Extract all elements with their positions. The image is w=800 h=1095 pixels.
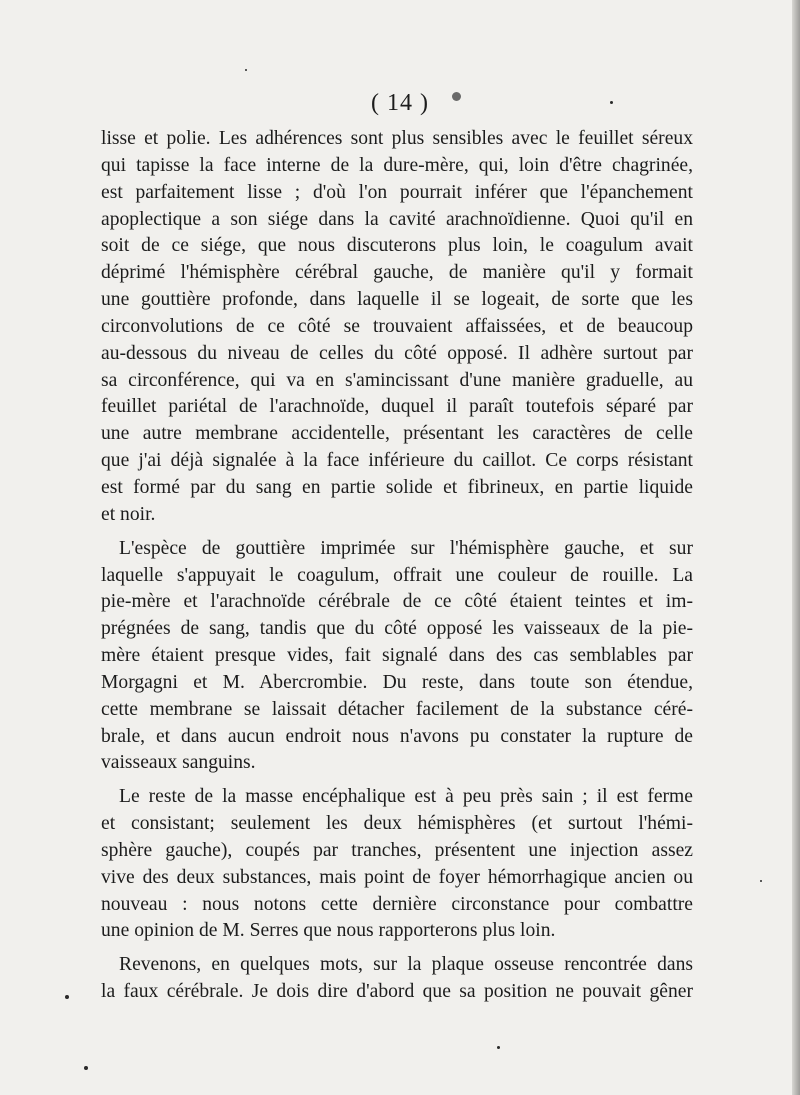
text-line: L'espèce de gouttière imprimée sur l'hémisphère gauche, et sur xyxy=(119,537,693,559)
text-line: mère étaient presque vides, fait signalé dans des cas semblables par xyxy=(101,645,693,667)
text-line: feuillet pariétal de l'arachnoïde, duquel il paraît toutefois séparé par xyxy=(101,396,693,418)
text-line: Revenons, en quelques mots, sur la plaque osseuse rencontrée dans xyxy=(119,954,693,976)
text-line: sa circonférence, qui va en s'amincissant d'une manière graduelle, au xyxy=(101,369,693,391)
paragraph-gap xyxy=(101,777,693,784)
page-edge-shadow xyxy=(792,0,800,1095)
scan-speck xyxy=(497,1046,500,1049)
scan-speck xyxy=(452,92,461,101)
scan-speck xyxy=(65,995,69,999)
text-line: au-dessous du niveau de celles du côté opposé. Il adhère surtout par xyxy=(101,342,693,364)
text-line: est parfaitement lisse ; d'où l'on pourrait inférer que l'épanchement xyxy=(101,181,693,203)
scan-speck xyxy=(610,101,613,104)
text-line: cette membrane se laissait détacher facilement de la substance céré- xyxy=(101,698,693,720)
paragraph xyxy=(101,952,693,1006)
text-line: une opinion de M. Serres que nous rapporterons plus loin. xyxy=(101,920,556,942)
text-line: circonvolutions de ce côté se trouvaient affaissées, et de beaucoup xyxy=(101,315,693,337)
scan-speck xyxy=(760,880,762,882)
text-line: sphère gauche), coupés par tranches, présentent une injection assez xyxy=(101,839,693,861)
text-line: une autre membrane accidentelle, présentant les caractères de celle xyxy=(101,423,693,445)
text-line: et noir. xyxy=(101,503,156,525)
scan-speck xyxy=(84,1066,88,1070)
text-line: la faux cérébrale. Je dois dire d'abord que sa position ne pouvait gêner xyxy=(101,981,693,1003)
text-line: laquelle s'appuyait le coagulum, offrait une couleur de rouille. La xyxy=(101,564,693,586)
text-line: brale, et dans aucun endroit nous n'avons pu constater la rupture de xyxy=(101,725,693,747)
text-line: prégnées de sang, tandis que du côté opposé les vaisseaux de la pie- xyxy=(101,618,693,640)
text-line: pie-mère et l'arachnoïde cérébrale de ce côté étaient teintes et im- xyxy=(101,591,693,613)
text-line: nouveau : nous notons cette dernière circonstance pour combattre xyxy=(101,893,693,915)
paragraph xyxy=(101,126,693,529)
text-line: Morgagni et M. Abercrombie. Du reste, dans toute son étendue, xyxy=(101,671,693,693)
text-line: que j'ai déjà signalée à la face inférieure du caillot. Ce corps résistant xyxy=(101,450,693,472)
text-line: Le reste de la masse encéphalique est à peu près sain ; il est ferme xyxy=(119,786,693,808)
text-line: qui tapisse la face interne de la dure-mère, qui, loin d'être chagrinée, xyxy=(101,154,693,176)
paragraph-gap xyxy=(101,529,693,536)
paragraph xyxy=(101,784,693,945)
text-line: soit de ce siége, que nous discuterons plus loin, le coagulum avait xyxy=(101,235,693,257)
text-line: est formé par du sang en partie solide et fibrineux, en partie liquide xyxy=(101,476,693,498)
paragraph-gap xyxy=(101,945,693,952)
text-line: déprimé l'hémisphère cérébral gauche, de manière qu'il y formait xyxy=(101,262,693,284)
text-line: et consistant; seulement les deux hémisphères (et surtout l'hémi- xyxy=(101,813,693,835)
page-number: ( 14 ) xyxy=(371,90,429,116)
paragraph xyxy=(101,536,693,778)
text-line: vaisseaux sanguins. xyxy=(101,752,256,774)
text-line: lisse et polie. Les adhérences sont plus sensibles avec le feuillet séreux xyxy=(101,128,693,149)
text-line: vive des deux substances, mais point de foyer hémorrhagique ancien ou xyxy=(101,866,693,888)
text-line: apoplectique a son siége dans la cavité arachnoïdienne. Quoi qu'il en xyxy=(101,208,693,230)
text-line: une gouttière profonde, dans laquelle il se logeait, de sorte que les xyxy=(101,289,693,311)
body-text xyxy=(101,126,693,1006)
scan-speck xyxy=(245,69,247,71)
